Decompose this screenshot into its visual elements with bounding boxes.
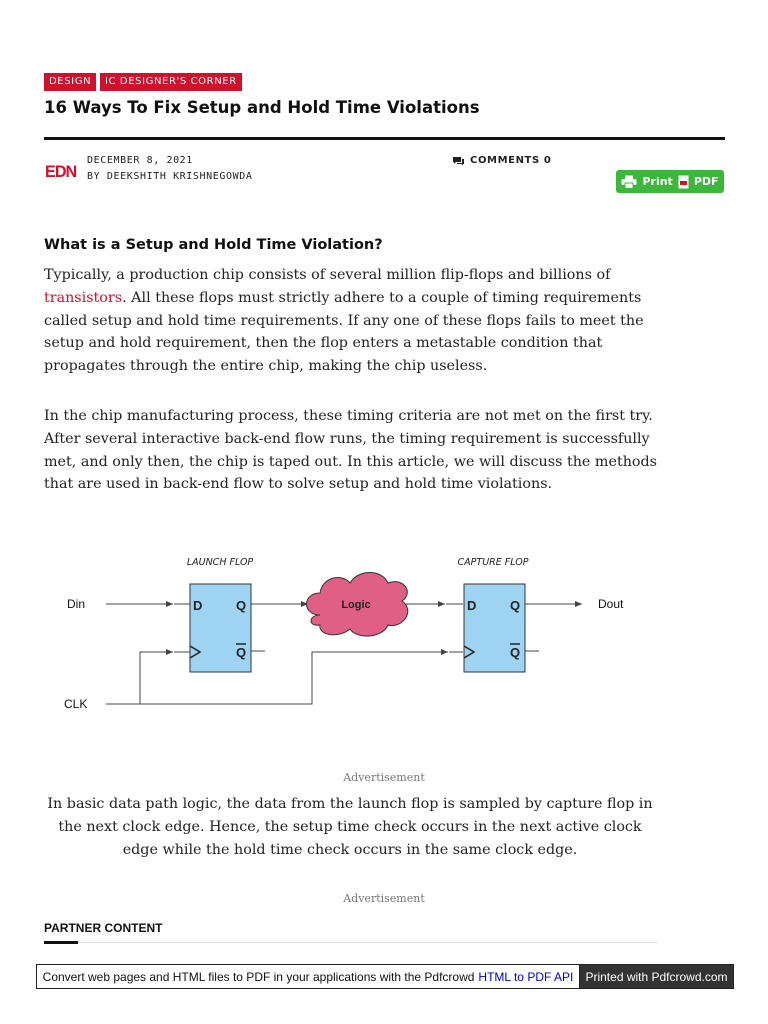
transistors-link[interactable]: transistors [44, 289, 123, 306]
capture-flop-label: CAPTURE FLOP [457, 557, 529, 568]
capture-flop-q: Q [510, 598, 521, 613]
comment-bubble-icon [452, 156, 465, 166]
publish-date: DECEMBER 8, 2021 [87, 155, 193, 166]
diagram-caption: In basic data path logic, the data from the launch flop is sampled by capture flop in the next clock edge. Hence, the setup time check occurs in the next active clock edge while the hold time check occurs in the same clock edge. [47, 796, 653, 858]
launch-flop-label: LAUNCH FLOP [186, 557, 254, 568]
printer-icon [621, 175, 637, 189]
clk-label: CLK [64, 697, 88, 711]
advertisement-label-2: Advertisement [343, 892, 425, 905]
article-title: 16 Ways To Fix Setup and Hold Time Violations [44, 98, 480, 117]
comments-count: COMMENTS 0 [470, 155, 552, 166]
launch-flop-qbar: Q [236, 645, 247, 660]
logic-label: Logic [341, 599, 371, 611]
paragraph-intro-text-1: Typically, a production chip consists of several million flip-flops and billions of [44, 267, 611, 283]
section-heading: What is a Setup and Hold Time Violation? [44, 237, 383, 253]
flip-flop-diagram [40, 545, 660, 725]
title-divider [44, 137, 725, 140]
pdf-file-icon [678, 175, 689, 189]
partner-content-heading: PARTNER CONTENT [44, 921, 163, 935]
din-label: Din [67, 597, 86, 611]
author-byline[interactable]: BY DEEKSHITH KRISHNEGOWDA [87, 171, 253, 182]
paragraph-intro-text-2: . All these flops must strictly adhere to a couple of timing requirements called setup and hold time requirements. If any one of these flops fails to meet the setup and hold requirement, then the flop enters a metastable condition that propagates through the entire chip, making the chip useless. [44, 289, 644, 375]
capture-flop-d: D [467, 598, 477, 613]
launch-flop-d: D [193, 598, 203, 613]
printed-with-pdfcrowd[interactable]: Printed with Pdfcrowd.com [580, 965, 733, 988]
paragraph-process: In the chip manufacturing process, these timing criteria are not met on the first try. After several interactive back-end flow runs, the timing requirement is successfully met, and only then, the chip is taped out. In this article, we will discuss the methods that are used in back-end flow to solve setup and hold time violations. [44, 408, 658, 493]
dout-label: Dout [598, 597, 624, 611]
pdf-label: PDF [693, 175, 719, 188]
print-label: Print [642, 175, 673, 188]
launch-flop-q: Q [236, 598, 247, 613]
footer-text: Convert web pages and HTML files to PDF in your applications with the Pdfcrowd [42, 969, 475, 984]
print-pdf-button[interactable] [616, 170, 724, 193]
capture-flop-qbar: Q [510, 645, 521, 660]
advertisement-label: Advertisement [343, 771, 425, 784]
partner-divider-accent [44, 941, 78, 944]
tag-design[interactable]: DESIGN [44, 73, 96, 91]
pdfcrowd-footer [36, 964, 734, 989]
tag-ic-designers-corner[interactable]: IC DESIGNER'S CORNER [100, 73, 242, 91]
partner-divider [44, 942, 657, 943]
comments-link[interactable] [452, 155, 551, 166]
footer-message [37, 965, 580, 988]
paragraph-intro [44, 264, 669, 378]
logic-cloud [307, 573, 408, 637]
html-to-pdf-api-link[interactable]: HTML to PDF API [478, 969, 574, 984]
edn-logo[interactable]: EDN [45, 162, 77, 181]
